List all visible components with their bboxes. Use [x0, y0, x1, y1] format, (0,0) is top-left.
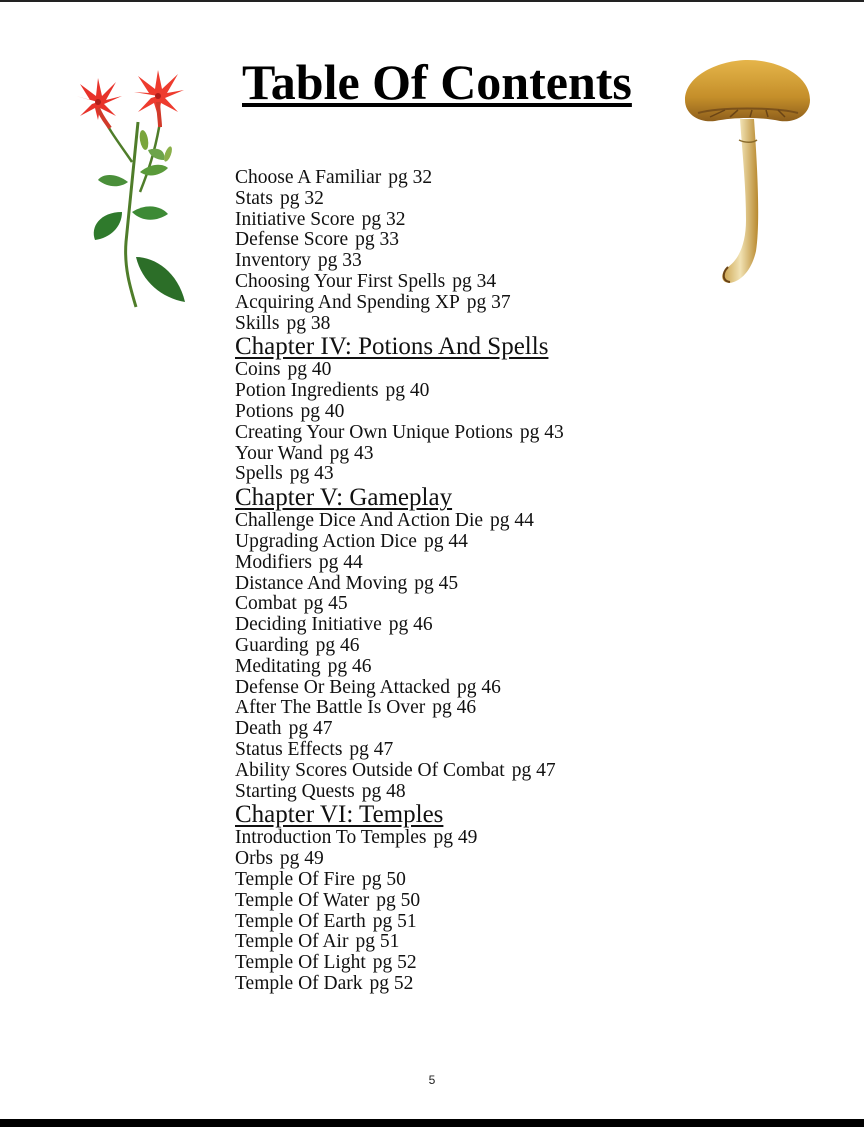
toc-entry-page: pg 46 [327, 655, 372, 677]
toc-entry-page: pg 51 [355, 931, 400, 953]
toc-entry-page: pg 37 [466, 291, 511, 313]
toc-entry-page: pg 44 [318, 551, 363, 573]
toc-entry-page: pg 46 [456, 676, 501, 698]
toc-entry-label: Challenge Dice And Action Die [235, 510, 484, 532]
toc-entry-label: Temple Of Fire [235, 868, 355, 890]
toc-entry-label: Distance And Moving [235, 572, 408, 594]
toc-entry [235, 912, 795, 933]
toc-entry-page: pg 46 [388, 614, 433, 636]
toc-entry-label: Skills [235, 312, 280, 334]
toc-entry [235, 189, 795, 210]
toc-entry [235, 511, 795, 532]
toc-entry-page: pg 47 [349, 738, 394, 760]
toc-entry-page: pg 32 [388, 167, 433, 188]
toc-entry [235, 698, 795, 719]
top-border [0, 0, 864, 2]
toc-entry [235, 719, 795, 740]
toc-entry [235, 230, 795, 251]
toc-entry [235, 210, 795, 231]
page-title: Table Of Contents [242, 54, 632, 110]
toc-entry [235, 314, 795, 335]
toc-entry [235, 782, 795, 803]
toc-entry [235, 828, 795, 849]
toc-entry-label: Upgrading Action Dice [235, 530, 417, 552]
toc-entry [235, 444, 795, 465]
toc-entry-label: Defense Score [235, 229, 349, 251]
toc-entry-label: Choosing Your First Spells [235, 270, 446, 292]
toc-entry [235, 932, 795, 953]
toc-entry [235, 615, 795, 636]
toc-entry [235, 849, 795, 870]
toc-entry-page: pg 52 [369, 972, 414, 994]
toc-entry [235, 974, 795, 995]
toc-entry-page: pg 33 [317, 250, 362, 272]
toc-entry-label: Ability Scores Outside Of Combat [235, 759, 505, 781]
toc-entry-page: pg 51 [372, 910, 417, 932]
toc-entry-page: pg 40 [287, 359, 332, 381]
toc-entry-label: Temple Of Light [235, 952, 366, 974]
toc-entry [235, 657, 795, 678]
toc-entry-page: pg 44 [423, 530, 468, 552]
toc-entry-label: Initiative Score [235, 208, 355, 230]
toc-entry-page: pg 50 [361, 868, 406, 890]
toc-entry [235, 553, 795, 574]
toc-entry [235, 464, 795, 485]
toc-entry-label: Your Wand [235, 442, 323, 464]
toc-entry-label: Deciding Initiative [235, 614, 382, 636]
toc-entry [235, 740, 795, 761]
toc-entry [235, 360, 795, 381]
toc-entry-label: Guarding [235, 634, 309, 656]
toc-entry-label: Starting Quests [235, 780, 355, 802]
toc-entry-label: Stats [235, 187, 273, 209]
toc-entry-page: pg 49 [433, 827, 478, 849]
toc-entry-page: pg 45 [414, 572, 459, 594]
toc-entry [235, 761, 795, 782]
toc-entry-label: Acquiring And Spending XP [235, 291, 460, 313]
toc-entry-label: Orbs [235, 848, 273, 870]
toc-entry-page: pg 52 [372, 952, 417, 974]
chapter-heading: Chapter VI: Temples [235, 801, 444, 829]
toc-entry-label: After The Battle Is Over [235, 697, 426, 719]
toc-entry [235, 594, 795, 615]
toc-entry-page: pg 34 [452, 270, 497, 292]
toc-entry-page: pg 50 [376, 889, 421, 911]
toc-entry [235, 870, 795, 891]
toc-entry [235, 678, 795, 699]
toc-entry-page: pg 46 [315, 634, 360, 656]
toc-entry-label: Spells [235, 463, 283, 485]
toc-entry-page: pg 44 [490, 510, 534, 532]
toc-entry [235, 168, 795, 189]
toc-entry-label: Creating Your Own Unique Potions [235, 421, 513, 443]
toc-entry [235, 953, 795, 974]
toc-entry-page: pg 48 [361, 780, 406, 802]
toc-entry-page: pg 32 [361, 208, 406, 230]
toc-entry-page: pg 45 [303, 593, 348, 615]
chapter-heading: Chapter V: Gameplay [235, 484, 453, 512]
toc-entry-label: Potion Ingredients [235, 380, 379, 402]
toc-entry-label: Combat [235, 593, 297, 615]
toc-entry-label: Temple Of Dark [235, 972, 363, 994]
toc-entry [235, 293, 795, 314]
toc-entry-page: pg 43 [289, 463, 334, 485]
toc-entry [235, 381, 795, 402]
toc-entry [235, 423, 795, 444]
toc-entry [235, 532, 795, 553]
toc-entry-label: Potions [235, 400, 294, 422]
toc-entry-page: pg 33 [355, 229, 400, 251]
toc-entry [235, 251, 795, 272]
toc-entry-page: pg 49 [279, 848, 324, 870]
toc-entry-label: Temple Of Water [235, 889, 370, 911]
toc-entry-label: Modifiers [235, 551, 312, 573]
toc-entry-label: Defense Or Being Attacked [235, 676, 450, 698]
toc-entry-page: pg 46 [432, 697, 477, 719]
page-number: 5 [428, 1073, 436, 1087]
chapter-heading: Chapter IV: Potions And Spells [235, 333, 549, 361]
toc-entry-page: pg 40 [385, 380, 430, 402]
bottom-border [0, 1119, 864, 1127]
toc-entry-label: Temple Of Air [235, 931, 349, 953]
toc-entry [235, 272, 795, 293]
toc-entry-label: Death [235, 718, 282, 740]
toc-entry-label: Choose A Familiar [235, 167, 382, 188]
toc-entry-label: Status Effects [235, 738, 343, 760]
toc-entry-label: Coins [235, 359, 281, 381]
toc-entry [235, 636, 795, 657]
toc-entry-label: Temple Of Earth [235, 910, 366, 932]
toc-entry-page: pg 43 [329, 442, 374, 464]
toc-entry-page: pg 38 [286, 312, 331, 334]
toc-entry [235, 574, 795, 595]
toc-entry-page: pg 47 [288, 718, 333, 740]
toc-entry-page: pg 47 [511, 759, 556, 781]
toc-entry-label: Inventory [235, 250, 311, 272]
toc-entry [235, 891, 795, 912]
toc-entry-page: pg 40 [300, 400, 345, 422]
table-of-contents [235, 168, 795, 995]
toc-entry-page: pg 43 [519, 421, 564, 443]
toc-entry [235, 402, 795, 423]
red-flower-illustration [60, 62, 205, 314]
toc-entry-label: Meditating [235, 655, 321, 677]
toc-entry-page: pg 32 [279, 187, 324, 209]
toc-entry-label: Introduction To Temples [235, 827, 427, 849]
